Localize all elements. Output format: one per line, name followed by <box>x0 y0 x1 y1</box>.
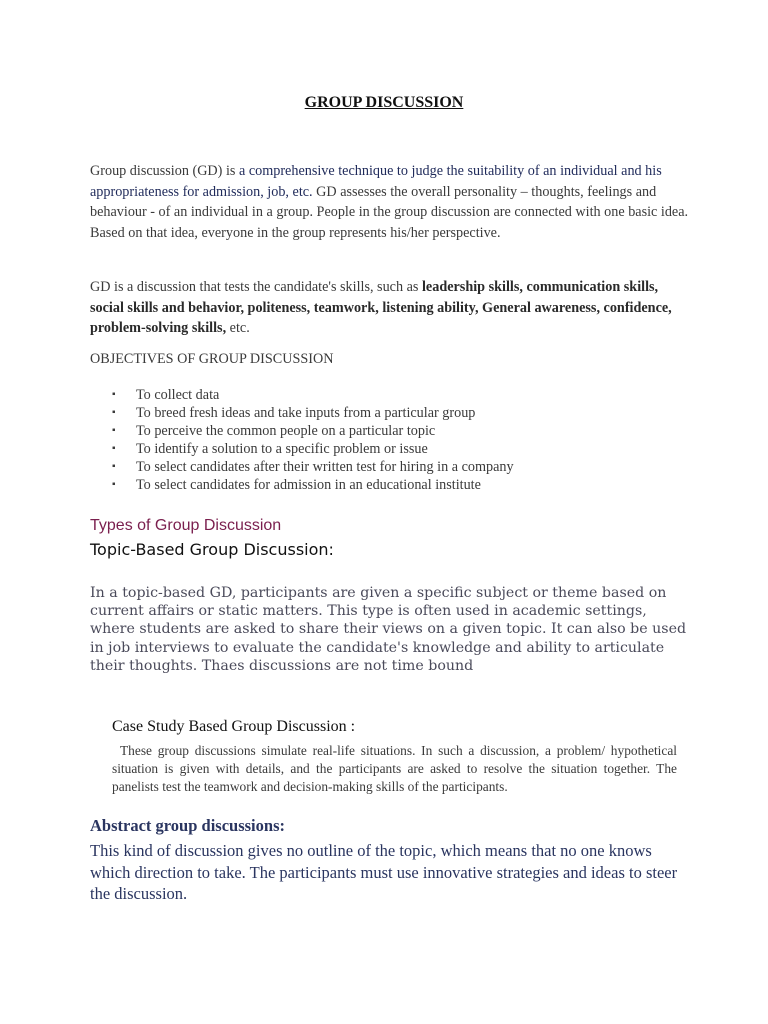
list-item-text: To identify a solution to a specific problem or issue <box>136 441 428 457</box>
square-bullet-icon: ▪ <box>112 389 116 400</box>
page-title: GROUP DISCUSSION <box>304 94 464 111</box>
objectives-heading: OBJECTIVES OF GROUP DISCUSSION <box>90 351 334 367</box>
list-item <box>90 422 690 440</box>
abstract-paragraph: This kind of discussion gives no outline of the topic, which means that no one knows which direction to take. The participants must use innovative strategies and ideas to steer the discussion. <box>90 841 678 904</box>
list-item-text: To perceive the common people on a particular topic <box>136 423 436 439</box>
square-bullet-icon: ▪ <box>112 461 116 472</box>
list-item-text: To collect data <box>136 387 220 403</box>
square-bullet-icon: ▪ <box>112 425 116 436</box>
case-study-paragraph: These group discussions simulate real-life situations. In such a discussion, a problem/ hypothetical situation is given with details, and the participants are asked to resolve the situation together. The panelists test the teamwork and decision-making skills of the participants. <box>112 743 677 794</box>
types-heading: Types of Group Discussion <box>90 517 282 534</box>
intro-text-end: GD assesses the overall personality – thoughts, feelings and behaviour - of an individual in a group. People in the group discussion are connected with one basic idea. Based on that idea, everyone in the group represents his/her perspective. <box>90 183 689 241</box>
intro-text-start: Group discussion (GD) is <box>90 163 239 179</box>
skills-suffix: etc. <box>226 320 250 337</box>
skills-prefix: GD is a discussion that tests the candidate's skills, such as <box>90 279 422 295</box>
topic-based-heading: Topic-Based Group Discussion: <box>90 540 334 559</box>
topic-based-paragraph: In a topic-based GD, participants are given a specific subject or theme based on current affairs or static matters. This type is often used in academic settings, where students are asked to share their views on a given topic. It can also be used in job interviews to evaluate the candidate's knowledge and ability to articulate their thoughts. Thaes discussions are not time bound <box>90 585 687 674</box>
abstract-heading: Abstract group discussions: <box>90 816 285 835</box>
square-bullet-icon: ▪ <box>112 479 116 490</box>
list-item <box>90 386 690 404</box>
intro-paragraph <box>90 161 690 243</box>
skills-list-bold: leadership skills, communication skills, social skills and behavior, politeness, teamwork, listening ability, General awareness, confidence, problem-solving skills, <box>90 279 672 337</box>
list-item-text: To breed fresh ideas and take inputs from a particular group <box>136 405 476 421</box>
list-item <box>90 404 690 422</box>
square-bullet-icon: ▪ <box>112 407 116 418</box>
case-study-heading: Case Study Based Group Discussion : <box>112 718 356 735</box>
skills-paragraph <box>90 277 690 339</box>
intro-text-definition: a comprehensive technique to judge the suitability of an individual and his appropriateness for admission, job, etc. <box>90 163 662 200</box>
list-item-text: To select candidates after their written test for hiring in a company <box>136 459 514 475</box>
list-item <box>90 458 690 476</box>
objectives-list <box>90 386 690 494</box>
list-item <box>90 476 690 494</box>
list-item-text: To select candidates for admission in an educational institute <box>136 477 481 493</box>
square-bullet-icon: ▪ <box>112 443 116 454</box>
list-item <box>90 440 690 458</box>
